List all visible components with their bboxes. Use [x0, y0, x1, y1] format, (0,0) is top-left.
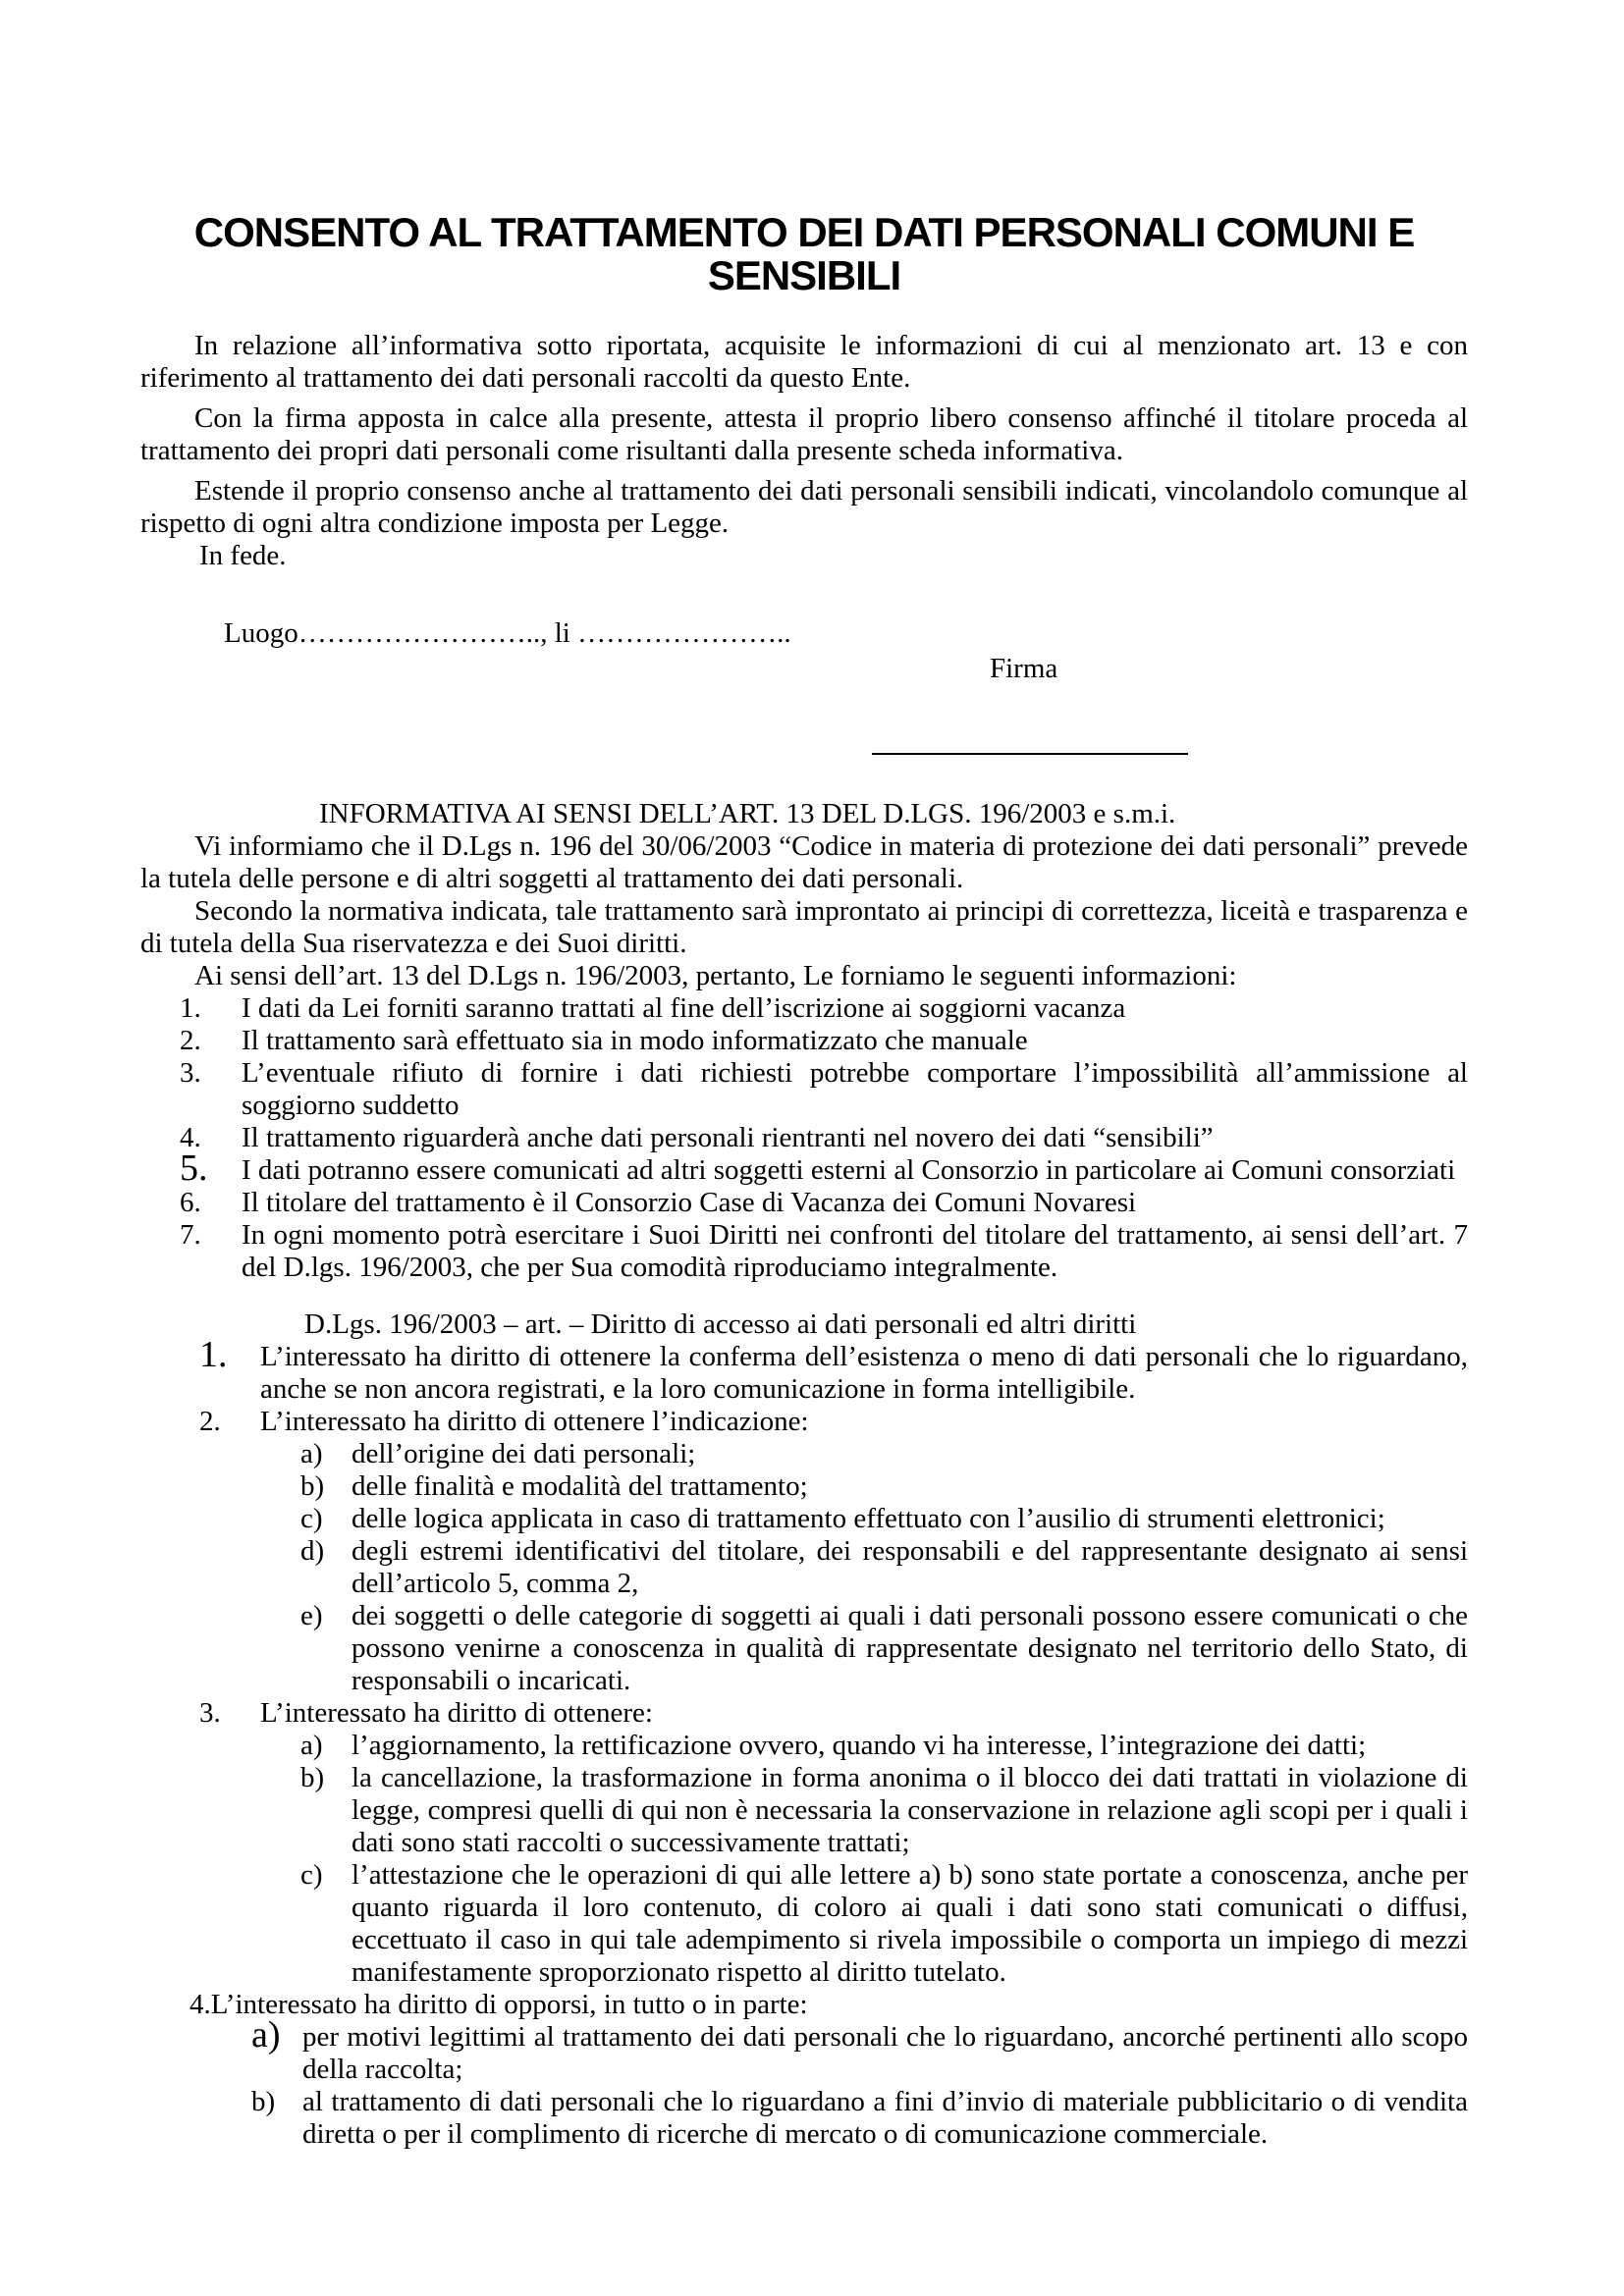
- item-number: 2.: [180, 1025, 201, 1056]
- item-text: [260, 1406, 1468, 1697]
- sub-item-letter: d): [300, 1535, 325, 1567]
- document-title-line-1: CONSENTO AL TRATTAMENTO DEI DATI PERSONALI COMUNI E: [193, 209, 1415, 255]
- item-number: 3.: [199, 1697, 221, 1729]
- sub-item-text: dell’origine dei dati personali;: [352, 1438, 696, 1469]
- informativa-item-5: [140, 1148, 1468, 1189]
- diritti-item-2-intro: L’interessato ha diritto di ottenere l’indicazione:: [260, 1406, 809, 1437]
- consent-paragraph-1: In relazione all’informativa sotto riportata, acquisite le informazioni di cui al menzionato art. 13 e con riferimento al trattamento dei dati personali raccolti da questo Ente.: [140, 330, 1468, 394]
- diritti-item-3b: [260, 1762, 1468, 1859]
- sub-item-letter: c): [300, 1503, 323, 1534]
- diritti-item-3: [140, 1697, 1468, 1989]
- item-number: 3.: [180, 1057, 201, 1089]
- item-number: 7.: [180, 1219, 201, 1251]
- sub-item-text: delle logica applicata in caso di trattamento effettuato con l’ausilio di strumenti elettronici;: [352, 1503, 1385, 1534]
- document-title-line-2: SENSIBILI: [707, 252, 901, 298]
- diritti-item-2e: [260, 1600, 1468, 1697]
- informativa-item-7: [140, 1219, 1468, 1284]
- document-title: [140, 211, 1468, 297]
- consent-paragraph-2: Con la firma apposta in calce alla presente, attesta il proprio libero consenso affinché il titolare proceda al trattamento dei propri dati personali come risultanti dalla presente scheda informativa.: [140, 402, 1468, 466]
- item-text: Il trattamento sarà effettuato sia in modo informatizzato che manuale: [242, 1025, 1028, 1056]
- informativa-paragraph-2: Secondo la normativa indicata, tale trattamento sarà improntato ai principi di correttezza, liceità e trasparenza e di tutela della Sua riservatezza e dei Suoi diritti.: [140, 895, 1468, 959]
- item-text: L’eventuale rifiuto di fornire i dati richiesti potrebbe comportare l’impossibilità all’ammissione al soggiorno suddetto: [242, 1057, 1468, 1121]
- informativa-heading: INFORMATIVA AI SENSI DELL’ART. 13 DEL D.LGS. 196/2003 e s.m.i.: [319, 798, 1176, 829]
- consent-paragraph-3: Estende il proprio consenso anche al trattamento dei dati personali sensibili indicati, vincolandolo comunque al rispetto di ogni altra condizione imposta per Legge.: [140, 475, 1468, 539]
- informativa-item-2: [140, 1025, 1468, 1057]
- item-text: [260, 1697, 1468, 1989]
- item-number: 5.: [180, 1148, 208, 1189]
- signature-line: [872, 753, 1188, 755]
- item-text: In ogni momento potrà esercitare i Suoi Diritti nei confronti del titolare del trattamento, ai sensi dell’art. 7 del D.lgs. 196/2003, che per Sua comodità riproduciamo integralmente.: [242, 1219, 1468, 1283]
- sub-item-text: per motivi legittimi al trattamento dei dati personali che lo riguardano, ancorché pertinenti allo scopo della raccolta;: [302, 2021, 1468, 2085]
- informativa-item-3: [140, 1057, 1468, 1122]
- diritti-item-4a: [140, 2014, 1468, 2086]
- sub-item-text: dei soggetti o delle categorie di soggetti ai quali i dati personali possono essere comunicati o che possono venirne a conoscenza in qualità di rappresentate designato nel territorio dello Stato, di responsabili o incaricati.: [352, 1600, 1468, 1696]
- sub-item-text: al trattamento di dati personali che lo riguardano a fini d’invio di materiale pubblicitario o di vendita diretta o per il complimento di ricerche di mercato o di comunicazione commerciale.: [302, 2086, 1468, 2150]
- diritti-item-2b: [260, 1470, 1468, 1503]
- diritti-item-4b: [140, 2086, 1468, 2151]
- sub-item-letter: c): [300, 1859, 323, 1891]
- informativa-list: [140, 992, 1468, 1284]
- sub-item-letter: b): [300, 1762, 325, 1793]
- sub-item-text: l’aggiornamento, la rettificazione ovvero, quando vi ha interesse, l’integrazione dei datti;: [352, 1730, 1367, 1761]
- firma-label: Firma: [990, 653, 1058, 684]
- diritti-item-2c: [260, 1503, 1468, 1535]
- informativa-paragraph-3: Ai sensi dell’art. 13 del D.Lgs n. 196/2003, pertanto, Le forniamo le seguenti informazioni:: [194, 960, 1237, 991]
- diritti-item-3c: [260, 1859, 1468, 1989]
- diritti-item-2a: [260, 1438, 1468, 1470]
- item-number: 6.: [180, 1187, 201, 1218]
- luogo-date-line: Luogo…………………….., li …………………..: [224, 617, 791, 649]
- item-text: Il titolare del trattamento è il Consorzio Case di Vacanza dei Comuni Novaresi: [242, 1187, 1137, 1218]
- item-text: I dati da Lei forniti saranno trattati al fine dell’iscrizione ai soggiorni vacanza: [242, 992, 1126, 1024]
- diritti-item-3-intro: L’interessato ha diritto di ottenere:: [260, 1697, 653, 1729]
- diritti-item-2: [140, 1406, 1468, 1697]
- diritti-item-1: [140, 1334, 1468, 1406]
- diritti-item-4: 4.L’interessato ha diritto di opporsi, in tutto o in parte:: [189, 1989, 808, 2020]
- informativa-paragraph-1: Vi informiamo che il D.Lgs n. 196 del 30/06/2003 “Codice in materia di protezione dei dati personali” prevede la tutela delle persone e di altri soggetti al trattamento dei dati personali.: [140, 830, 1468, 894]
- sub-item-text: l’attestazione che le operazioni di qui alle lettere a) b) sono state portate a conoscenza, anche per quanto riguarda il loro contenuto, di coloro ai quali i dati sono stati comunicati o diffusi, eccettuato il caso in qui tale adempimento si rivela impossibile o comporta un impiego di mezzi manifestamente sproporzionato rispetto al diritto tutelato.: [352, 1859, 1468, 1988]
- diritti-item-3a: [260, 1730, 1468, 1762]
- sub-item-letter: a): [300, 1438, 323, 1469]
- item-text: L’interessato ha diritto di ottenere la conferma dell’esistenza o meno di dati personali che lo riguardano, anche se non ancora registrati, e la loro comunicazione in forma intelligibile.: [260, 1341, 1468, 1405]
- item-number: 1.: [199, 1334, 228, 1375]
- sub-item-letter: a): [300, 1730, 323, 1761]
- informativa-item-1: [140, 992, 1468, 1025]
- diritti-item-2d: [260, 1535, 1468, 1600]
- in-fede-closing: In fede.: [199, 540, 287, 571]
- item-number: 2.: [199, 1406, 221, 1437]
- sub-item-text: delle finalità e modalità del trattamento;: [352, 1470, 808, 1502]
- sub-item-letter: b): [300, 1470, 325, 1502]
- sub-item-letter: a): [251, 2014, 281, 2056]
- sub-item-letter: b): [251, 2086, 276, 2117]
- informativa-item-4: [140, 1122, 1468, 1154]
- diritti-list: [140, 1334, 1468, 2151]
- sub-item-letter: e): [300, 1600, 323, 1631]
- item-text: I dati potranno essere comunicati ad altri soggetti esterni al Consorzio in particolare ai Comuni consorziati: [242, 1154, 1456, 1186]
- item-number: 4.: [180, 1122, 201, 1153]
- item-text: Il trattamento riguarderà anche dati personali rientranti nel novero dei dati “sensibili”: [242, 1122, 1214, 1153]
- informativa-item-6: [140, 1187, 1468, 1219]
- document-content: [140, 0, 1468, 2151]
- sub-item-text: la cancellazione, la trasformazione in forma anonima o il blocco dei dati trattati in violazione di legge, compresi quelli di qui non è necessaria la conservazione in relazione agli scopi per i quali i dati sono stati raccolti o successivamente trattati;: [352, 1762, 1468, 1858]
- sub-item-text: degli estremi identificativi del titolare, dei responsabili e del rappresentante designato ai sensi dell’articolo 5, comma 2,: [352, 1535, 1468, 1599]
- item-number: 1.: [180, 992, 201, 1024]
- diritti-heading: D.Lgs. 196/2003 – art. – Diritto di accesso ai dati personali ed altri diritti: [304, 1308, 1137, 1340]
